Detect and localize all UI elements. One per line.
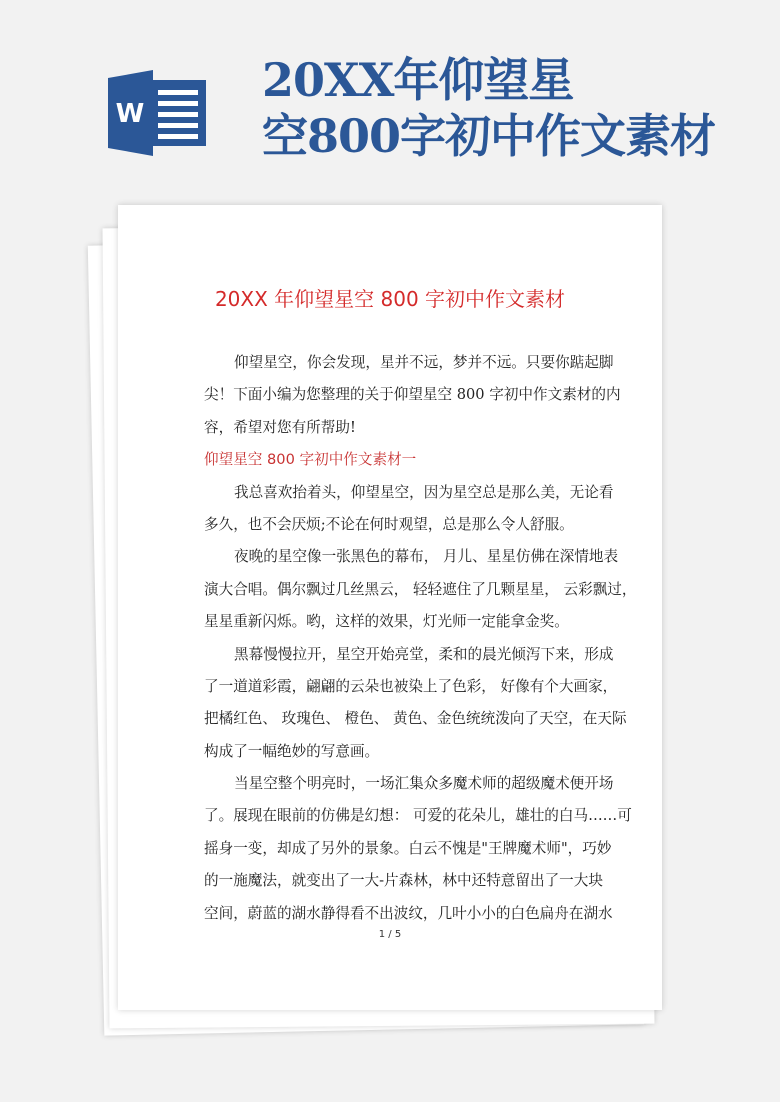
svg-text:W: W xyxy=(115,99,145,129)
text-line: 容，希望对您有所帮助! xyxy=(204,418,356,436)
text-line: 尖！下面小编为您整理的关于仰望星空 800 字初中作文素材的内 xyxy=(204,386,621,404)
text-line: 多久，也不会厌烦;不论在何时观望，总是那么令人舒服。 xyxy=(204,515,574,533)
document-title: 20XX 年仰望星空 800 字初中作文素材 xyxy=(214,287,566,311)
text-line: 了一道道彩霞，翩翩的云朵也被染上了色彩， 好像有个大画家， xyxy=(204,677,618,695)
text-line: 构成了一幅绝妙的写意画。 xyxy=(204,742,380,760)
text-line: 摇身一变，却成了另外的景象。白云不愧是"王牌魔术师"，巧妙 xyxy=(204,839,612,857)
text-line: 夜晚的星空像一张黑色的幕布， 月儿、星星仿佛在深情地表 xyxy=(234,548,619,566)
text-line: 当星空整个明亮时，一场汇集众多魔术师的超级魔术便开场 xyxy=(234,775,614,793)
document-page xyxy=(118,205,662,1010)
text-line: 把橘红色、 玫瑰色、 橙色、 黄色、金色统统泼向了天空，在天际 xyxy=(204,710,627,728)
text-line: 仰望星空，你会发现，星并不远，梦并不远。只要你踮起脚 xyxy=(234,354,614,371)
text-line: 演大合唱。偶尔飘过几丝黑云， 轻轻遮住了几颗星星， 云彩飘过， xyxy=(204,580,637,598)
text-line: 我总喜欢抬着头，仰望星空，因为星空总是那么美，无论看 xyxy=(234,483,614,501)
page-number: 1 / 5 xyxy=(378,929,402,940)
text-line: 黑幕慢慢拉开，星空开始亮堂，柔和的晨光倾泻下来，形成 xyxy=(234,645,614,663)
header-title-line1: 20XX年仰望星 xyxy=(262,53,574,107)
header-title xyxy=(262,52,715,164)
text-line: 星星重新闪烁。哟，这样的效果，灯光师一定能拿金奖。 xyxy=(204,613,569,631)
document-body xyxy=(204,347,637,930)
text-line: 的一施魔法，就变出了一大-片森林，林中还特意留出了一大块 xyxy=(204,872,603,890)
text-line: 空间，蔚蓝的湖水静得看不出波纹，几叶小小的白色扁舟在湖水 xyxy=(204,904,613,922)
text-line: 了。展现在眼前的仿佛是幻想： 可爱的花朵儿，雄壮的白马……可 xyxy=(204,807,632,825)
section-heading: 仰望星空 800 字初中作文素材一 xyxy=(204,451,417,469)
header-title-line2: 空800字初中作文素材 xyxy=(262,109,716,163)
word-logo-icon xyxy=(108,70,208,156)
